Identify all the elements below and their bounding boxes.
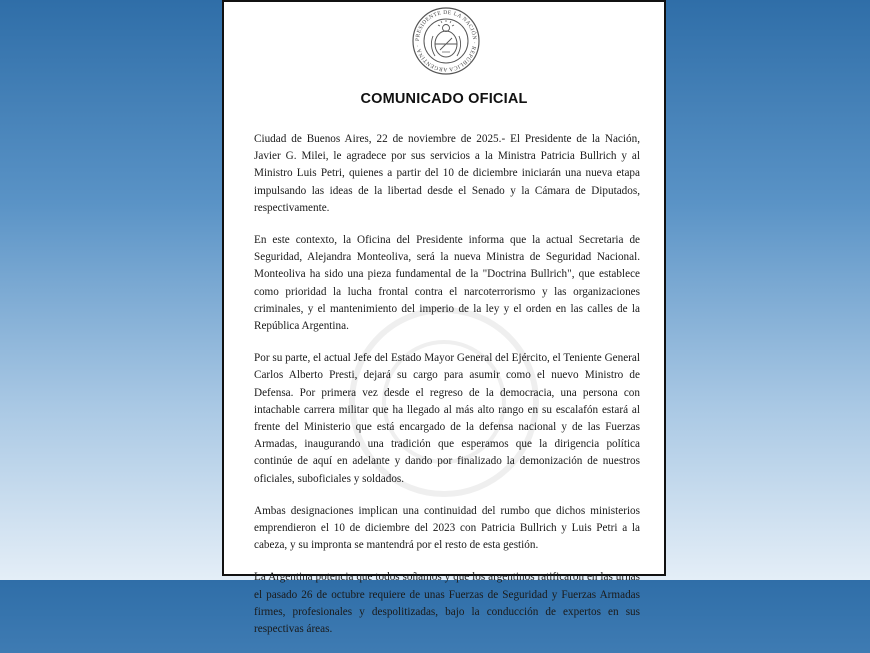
document-body	[254, 131, 640, 653]
paragraph-2: En este contexto, la Oficina del Presidente informa que la actual Secretaria de Seguridad, Alejandra Monteoliva, será la nueva Ministra de Seguridad Nacional. Monteoliva ha sido una pieza fundamental de la "Doctrina Bullrich", que establece como prioridad la lucha frontal contra el narcoterrorismo y las organizaciones criminales, y el mantenimiento del imperio de la ley y el orden en las calles de la República Argentina.	[254, 234, 640, 333]
paragraph-4: Ambas designaciones implican una continuidad del rumbo que dichos ministerios emprendieron el 10 de diciembre del 2023 con Patricia Bullrich y Luis Petri a la cabeza, y su impronta se mantendrá por el resto de esta gestión.	[254, 504, 640, 552]
presidential-seal-icon	[411, 6, 481, 76]
document-title: COMUNICADO OFICIAL	[360, 91, 528, 107]
svg-text:PRESIDENTE DE LA NACIÓN · REPÚ: PRESIDENTE DE LA NACIÓN · REPÚBLICA ARGENTINA ·	[414, 9, 478, 73]
paragraph-5: La Argentina potencia que todos soñamos y que los argentinos ratificaron en las urnas el pasado 26 de octubre requiere de unas Fuerzas de Seguridad y Fuerzas Armadas firmes, profesionales y despolitizadas, bajo la conducción de expertos en sus respectivas áreas.	[254, 571, 640, 636]
paragraph-3: Por su parte, el actual Jefe del Estado Mayor General del Ejército, el Teniente General Carlos Alberto Presti, dejará su cargo para asumir como el nuevo Ministro de Defensa. Por primera vez desde el regreso de la democracia, una persona con intachable carrera militar que ha llegado al más alto rango en su escalafón estará al frente del Ministerio que está encargado de la defensa nacional y de las Fuerzas Armadas, inaugurando una tradición que esperamos que la dirigencia política continúe de aquí en adelante y dando por finalizado la demonización de nuestros oficiales, suboficiales y soldados.	[254, 352, 640, 485]
paragraph-1: Ciudad de Buenos Aires, 22 de noviembre de 2025.- El Presidente de la Nación, Javier G. Milei, le agradece por sus servicios a la Ministra Patricia Bullrich y al Ministro Luis Petri, quienes a partir del 10 de diciembre iniciarán una nueva etapa impulsando las ideas de la libertad desde el Senado y la Cámara de Diputados, respectivamente.	[254, 133, 640, 214]
official-document	[222, 0, 666, 636]
